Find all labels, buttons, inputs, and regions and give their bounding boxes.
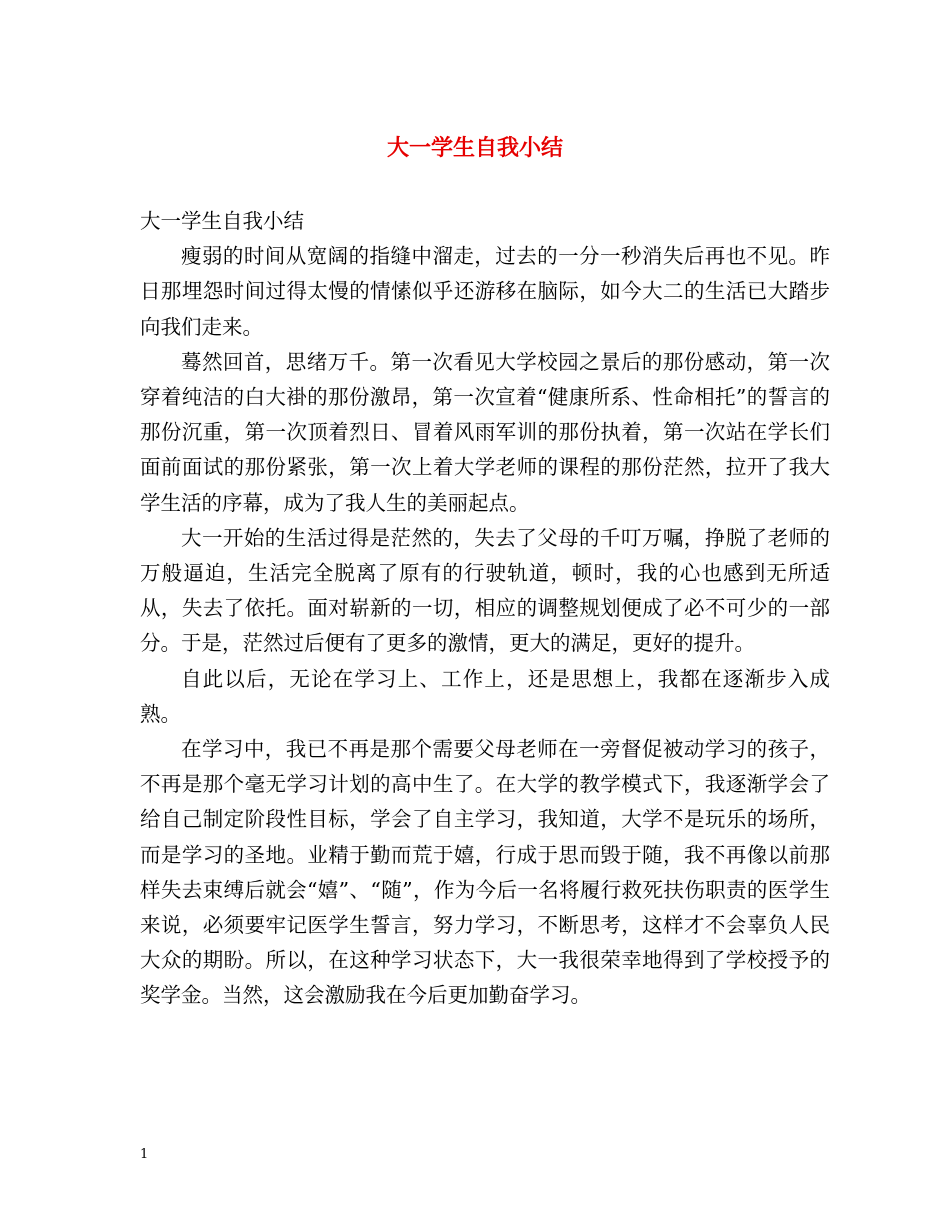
paragraph-4: 自此以后，无论在学习上、工作上，还是思想上，我都在逐渐步入成熟。 [140,666,830,726]
page-number: 1 [140,1147,149,1162]
paragraph-3: 大一开始的生活过得是茫然的，失去了父母的千叮万嘱，挣脱了老师的万般逼迫，生活完全脱离了原有的行驶轨道，顿时，我的心也感到无所适从，失去了依托。面对崭新的一切，相应的调整规划便成了必不可少的一部分。于是，茫然过后便有了更多的激情，更大的满足，更好的提升。 [140,525,830,656]
document-title: 大一学生自我小结 [386,135,563,161]
paragraph-2: 蓦然回首，思绪万千。第一次看见大学校园之景后的那份感动，第一次穿着纯洁的白大褂的那份激昂，第一次宣着“健康所系、性命相托”的誓言的那份沉重，第一次顶着烈日、冒着风雨军训的那份执着，第一次站在学长们面前面试的那份紧张，第一次上着大学老师的课程的那份茫然，拉开了我大学生活的序幕，成为了我人生的美丽起点。 [140,349,830,515]
paragraph-1: 瘦弱的时间从宽阔的指缝中溜走，过去的一分一秒消失后再也不见。昨日那埋怨时间过得太慢的情愫似乎还游移在脑际，如今大二的生活已大踏步向我们走来。 [140,244,830,339]
paragraph-5: 在学习中，我已不再是那个需要父母老师在一旁督促被动学习的孩子，不再是那个毫无学习计划的高中生了。在大学的教学模式下，我逐渐学会了给自己制定阶段性目标，学会了自主学习，我知道，大学不是玩乐的场所，而是学习的圣地。业精于勤而荒于嬉，行成于思而毁于随，我不再像以前那样失去束缚后就会“嬉”、“随”，作为今后一名将履行救死扶伤职责的医学生来说，必须要牢记医学生誓言，努力学习，不断思考，这样才不会辜负人民大众的期盼。所以，在这种学习状态下，大一我很荣幸地得到了学校授予的奖学金。当然，这会激励我在今后更加勤奋学习。 [140,737,830,1008]
document-subtitle: 大一学生自我小结 [140,209,304,233]
document-body [140,204,830,1014]
